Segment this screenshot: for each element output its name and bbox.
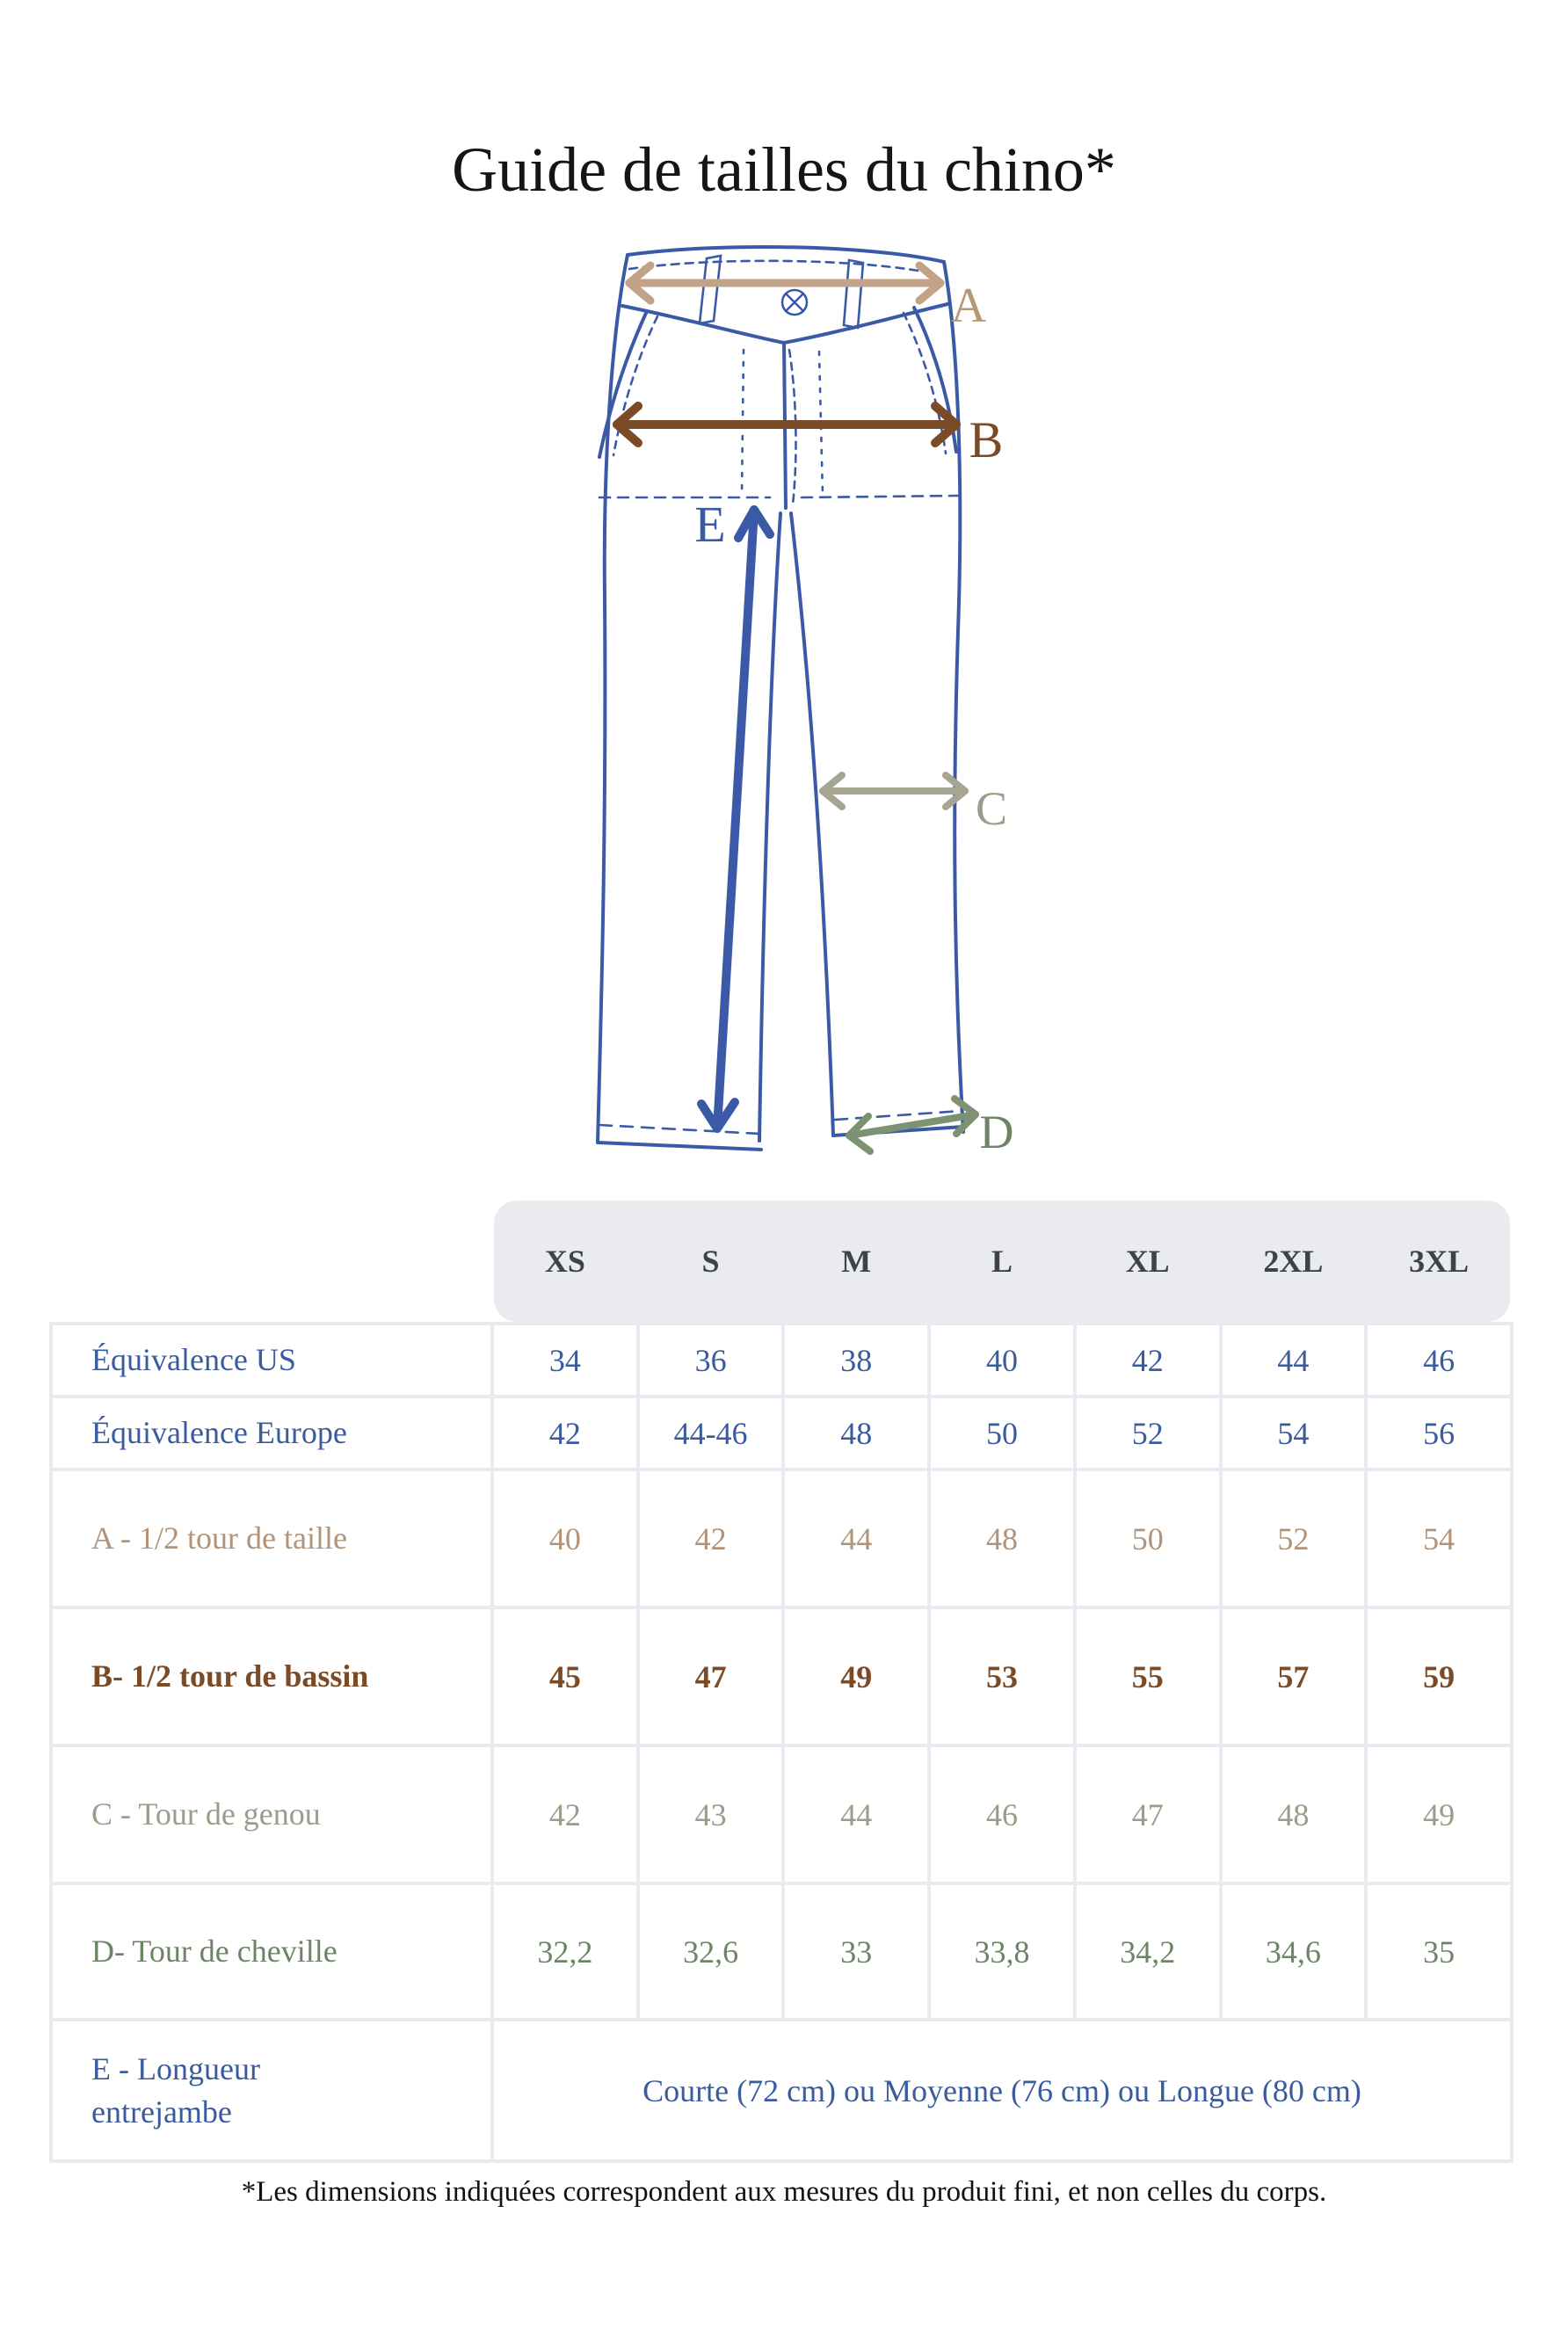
table-cell: 59 [1368,1609,1510,1744]
table-cell: 50 [931,1398,1073,1468]
table-cell: 46 [931,1747,1073,1882]
table-cell: 38 [785,1325,927,1395]
row-label-waist: A - 1/2 tour de taille [53,1471,490,1606]
row-label-inseam [53,2021,490,2159]
table-cell: 42 [640,1471,782,1606]
inseam-options-cell: Courte (72 cm) ou Moyenne (76 cm) ou Longue (80 cm) [494,2021,1510,2159]
table-cell: 33,8 [931,1885,1073,2018]
arrow-label-B: B [969,411,1004,468]
table-cell: 48 [785,1398,927,1468]
table-cell: 45 [494,1609,636,1744]
table-cell: 43 [640,1747,782,1882]
table-cell: 40 [494,1471,636,1606]
column-header-3xl: 3XL [1409,1244,1470,1279]
table-cell: 54 [1368,1471,1510,1606]
table-cell: 44 [785,1747,927,1882]
table-cell: 34,2 [1077,1885,1219,2018]
row-label-equivalence-us: Équivalence US [53,1325,490,1395]
arrow-D-ankle [849,1099,976,1151]
arrow-label-A: A [950,279,987,333]
table-cell: 49 [785,1609,927,1744]
pants-sketch [598,247,963,1150]
row-label-ankle: D- Tour de cheville [53,1885,490,2018]
table-cell: 34,6 [1223,1885,1365,2018]
column-header-2xl: 2XL [1263,1244,1324,1279]
table-cell: 44-46 [640,1398,782,1468]
table-cell: 48 [931,1471,1073,1606]
page-title: Guide de tailles du chino* [452,134,1116,206]
column-header-m: M [841,1244,872,1279]
table-cell: 33 [785,1885,927,2018]
column-header-s: S [701,1244,720,1279]
table-cell: 34 [494,1325,636,1395]
table-cell: 35 [1368,1885,1510,2018]
table-cell: 47 [1077,1747,1219,1882]
column-header-xl: XL [1125,1244,1170,1279]
table-cell: 40 [931,1325,1073,1395]
column-header-xs: XS [544,1244,585,1279]
table-cell: 57 [1223,1609,1365,1744]
arrow-label-E: E [694,496,726,553]
arrow-label-C: C [975,782,1008,835]
table-cell: 52 [1223,1471,1365,1606]
pants-measurement-diagram [559,218,1016,1176]
footnote: *Les dimensions indiquées correspondent aux mesures du produit fini, et non celles du corps. [241,2176,1327,2208]
arrow-label-D: D [979,1106,1014,1158]
table-cell: 55 [1077,1609,1219,1744]
table-cell: 49 [1368,1747,1510,1882]
table-cell: 42 [1077,1325,1219,1395]
table-cell: 32,6 [640,1885,782,2018]
table-cell: 46 [1368,1325,1510,1395]
table-cell: 48 [1223,1747,1365,1882]
table-cell: 52 [1077,1398,1219,1468]
table-cell: 50 [1077,1471,1219,1606]
row-label-hip: B- 1/2 tour de bassin [53,1609,490,1744]
table-cell: 42 [494,1747,636,1882]
table-cell: 47 [640,1609,782,1744]
table-cell: 42 [494,1398,636,1468]
size-table [49,1322,1514,2163]
row-label-knee: C - Tour de genou [53,1747,490,1882]
table-cell: 53 [931,1609,1073,1744]
table-cell: 56 [1368,1398,1510,1468]
table-cell: 36 [640,1325,782,1395]
arrow-C-knee [823,775,965,807]
table-cell: 54 [1223,1398,1365,1468]
table-cell: 44 [785,1471,927,1606]
row-label-equivalence-europe: Équivalence Europe [53,1398,490,1468]
table-cell: 44 [1223,1325,1365,1395]
table-cell: 32,2 [494,1885,636,2018]
size-table-header [494,1201,1510,1322]
column-header-l: L [991,1244,1013,1279]
row-label-inseam-text: E - Longueur entrejambe [91,2050,260,2130]
